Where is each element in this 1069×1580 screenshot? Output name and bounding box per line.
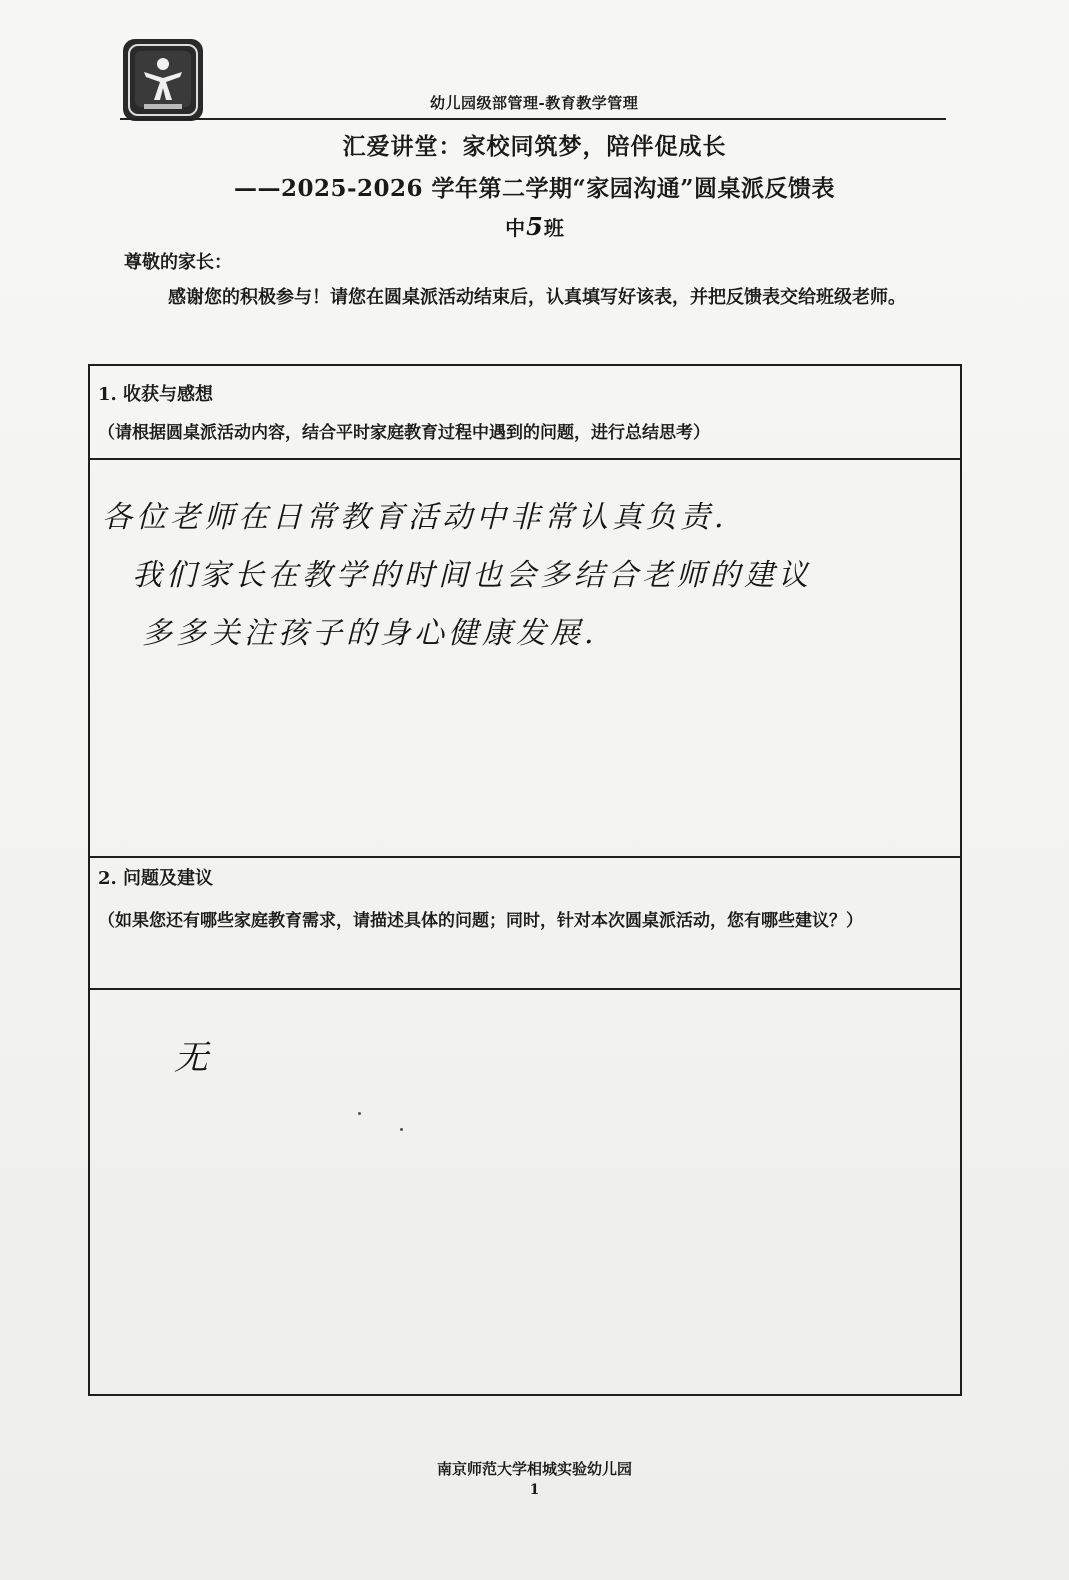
handwritten-line: 多多关注孩子的身心健康发展. (142, 616, 598, 651)
header-divider (120, 118, 946, 120)
class-prefix: 中 (505, 216, 526, 240)
section1-instructions: （请根据圆桌派活动内容，结合平时家庭教育过程中遇到的问题，进行总结思考） (98, 423, 710, 443)
greeting: 尊敬的家长： (124, 252, 232, 273)
ink-speck (358, 1112, 361, 1115)
form-title: 汇爱讲堂：家校同筑梦，陪伴促成长 (342, 133, 727, 160)
kindergarten-seal-logo (122, 38, 204, 122)
school-name-footer: 南京师范大学相城实验幼儿园 (436, 1460, 632, 1478)
section1-title: 1. 收获与感想 (98, 384, 214, 405)
page-number: 1 (529, 1482, 540, 1498)
section1-header-divider (90, 458, 960, 460)
department-header: 幼儿园级部管理-教育教学管理 (430, 94, 639, 112)
feedback-table (88, 364, 962, 1396)
intro-paragraph: 感谢您的积极参与！请您在圆桌派活动结束后，认真填写好该表，并把反馈表交给班级老师。 (168, 287, 906, 308)
section2-title: 2. 问题及建议 (98, 868, 214, 889)
ink-speck (400, 1128, 403, 1131)
class-suffix: 班 (543, 216, 564, 240)
form-subtitle: ——2025-2026 学年第二学期“家园沟通”圆桌派反馈表 (233, 175, 836, 202)
handwritten-answer: 无 (174, 1038, 212, 1078)
handwritten-line: 我们家长在教学的时间也会多结合老师的建议 (132, 558, 812, 593)
section2-header-divider (90, 988, 960, 990)
handwritten-line: 各位老师在日常教育活动中非常认真负责. (102, 500, 728, 535)
class-label (0, 212, 1069, 241)
class-number-handwritten: 5 (526, 212, 543, 241)
section-divider (90, 856, 960, 858)
section2-instructions: （如果您还有哪些家庭教育需求，请描述具体的问题；同时，针对本次圆桌派活动，您有哪些建议？） (98, 911, 863, 931)
